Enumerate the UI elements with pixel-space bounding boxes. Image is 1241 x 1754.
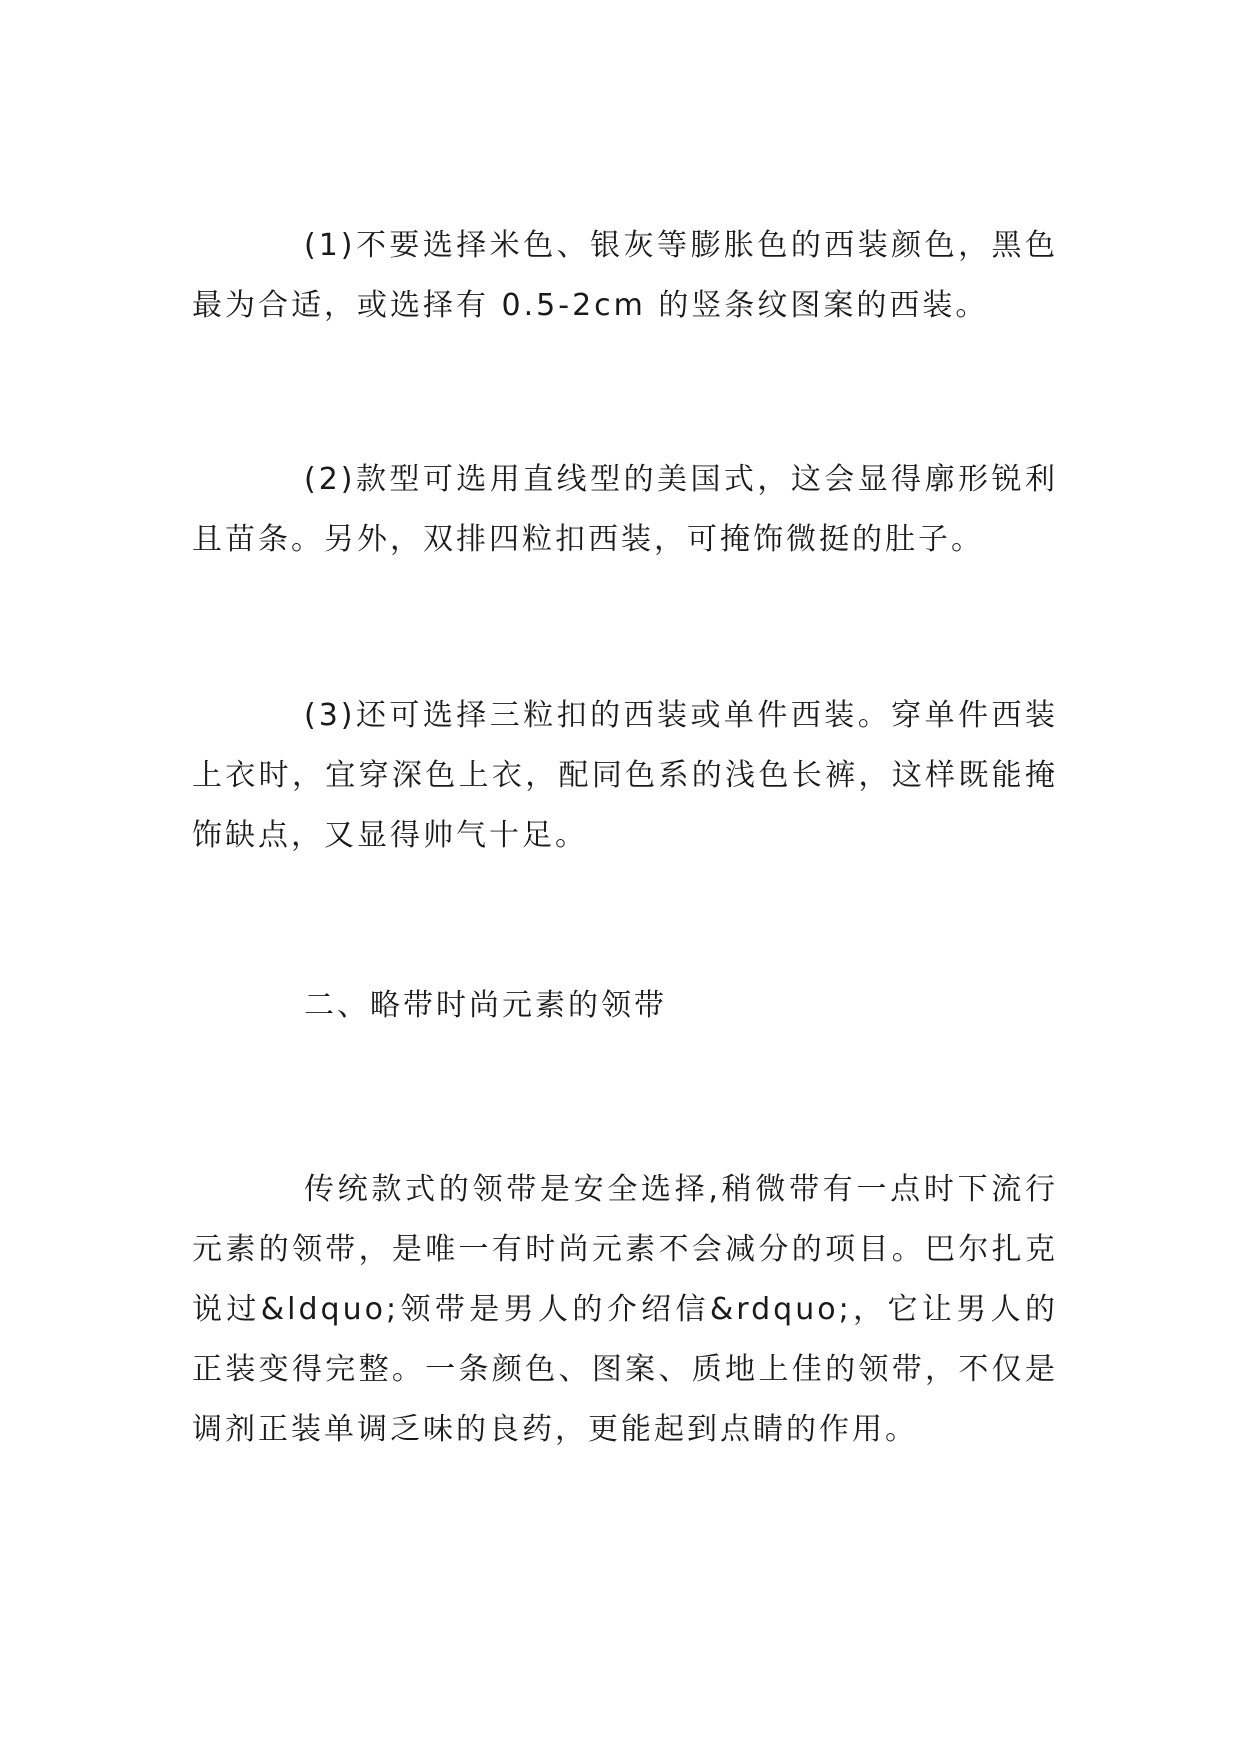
section-heading-tie: 二、略带时尚元素的领带 — [304, 988, 667, 1023]
paragraph-tie: 传统款式的领带是安全选择,稍微带有一点时下流行元素的领带，是唯一有时尚元素不会减分的项目。巴尔扎克说过&ldquo;领带是男人的介绍信&rdquo;，它让男人的正装变得完整。一条颜色、图案、质地上佳的领带，不仅是调剂正装单调乏味的良药，更能起到点睛的作用。 — [192, 1172, 1058, 1447]
paragraph-suit-style: (2)款型可选用直线型的美国式，这会显得廓形锐利且苗条。另外，双排四粒扣西装，可掩饰微挺的肚子。 — [192, 462, 1058, 557]
paragraph-suit-color: (1)不要选择米色、银灰等膨胀色的西装颜色，黑色最为合适，或选择有 0.5-2cm 的竖条纹图案的西装。 — [192, 228, 1058, 323]
paragraph-three-button-suit: (3)还可选择三粒扣的西装或单件西装。穿单件西装上衣时，宜穿深色上衣，配同色系的浅色长裤，这样既能掩饰缺点，又显得帅气十足。 — [192, 698, 1058, 853]
